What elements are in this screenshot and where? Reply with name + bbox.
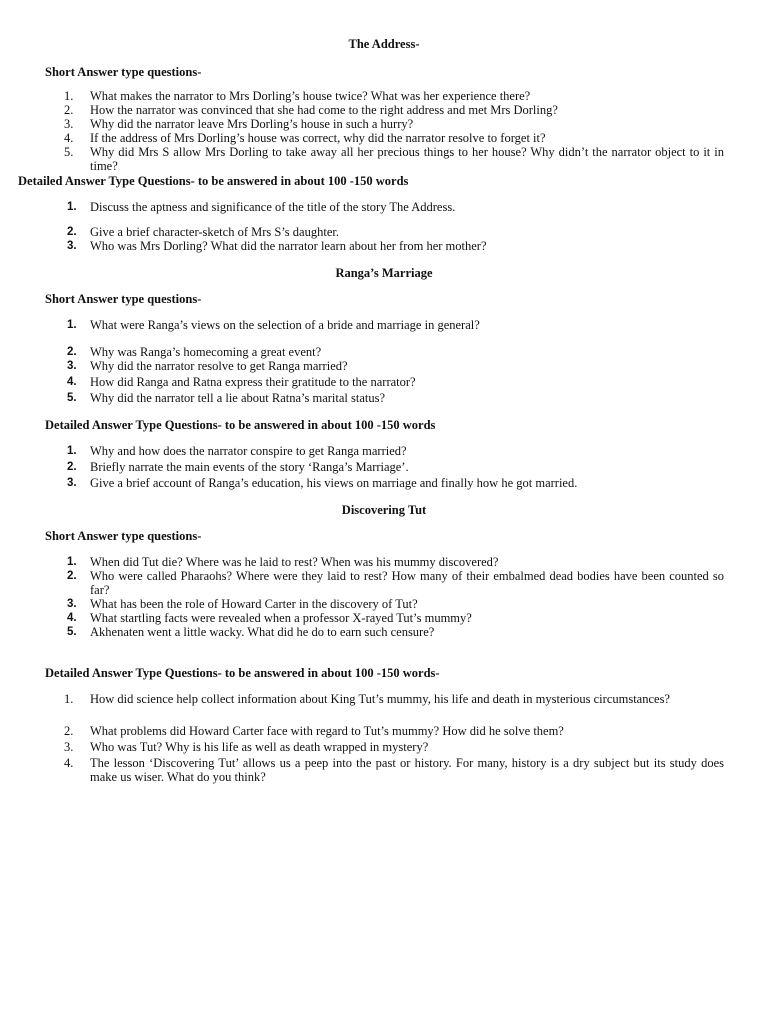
question-text: Who were called Pharaohs? Where were they laid to rest? How many of their embalmed dead bodies have been counted so far?: [90, 569, 724, 597]
question-number: 2.: [67, 226, 77, 238]
question-text: Briefly narrate the main events of the story ‘Ranga’s Marriage’.: [90, 460, 409, 474]
question-item: [64, 145, 724, 173]
section-title-rangas-marriage: Ranga’s Marriage: [335, 266, 433, 280]
question-number: 2.: [64, 724, 74, 738]
question-item: [64, 103, 724, 117]
question-number: 5.: [67, 626, 77, 638]
question-item: [64, 611, 724, 625]
question-item: [64, 569, 724, 597]
question-text: Who was Tut? Why is his life as well as death wrapped in mystery?: [90, 740, 429, 754]
question-item: [64, 460, 724, 474]
question-number: 1.: [67, 445, 77, 457]
question-number: 3.: [67, 360, 77, 372]
question-number: 4.: [64, 131, 74, 145]
question-item: [64, 239, 724, 253]
question-item: [64, 200, 724, 214]
question-text: Why and how does the narrator conspire to get Ranga married?: [90, 444, 407, 458]
question-number: 2.: [67, 346, 77, 358]
question-text: Why did Mrs S allow Mrs Dorling to take away all her precious things to her house? Why didn’t the narrator object to it in time?: [90, 145, 724, 173]
question-number: 1.: [67, 319, 77, 331]
question-number: 3.: [64, 740, 74, 754]
question-item: [64, 597, 724, 611]
question-text: How did Ranga and Ratna express their gratitude to the narrator?: [90, 375, 416, 389]
question-text: What problems did Howard Carter face with regard to Tut’s mummy? How did he solve them?: [90, 724, 564, 738]
question-item: [64, 345, 724, 359]
question-text: Akhenaten went a little wacky. What did he do to earn such censure?: [90, 625, 435, 639]
question-text: Why did the narrator tell a lie about Ratna’s marital status?: [90, 391, 386, 405]
question-text: What makes the narrator to Mrs Dorling’s house twice? What was her experience there?: [90, 89, 531, 103]
question-text: Give a brief account of Ranga’s education, his views on marriage and finally how he got married.: [90, 476, 578, 490]
question-number: 2.: [64, 103, 74, 117]
question-number: 5.: [67, 392, 77, 404]
question-item: [64, 391, 724, 405]
question-item: [64, 117, 724, 131]
question-number: 3.: [67, 240, 77, 252]
question-text: How the narrator was convinced that she had come to the right address and met Mrs Dorling?: [90, 103, 558, 117]
question-text: Give a brief character-sketch of Mrs S’s daughter.: [90, 225, 339, 239]
question-text: What startling facts were revealed when a professor X-rayed Tut’s mummy?: [90, 611, 472, 625]
detailed-answer-heading: Detailed Answer Type Questions- to be answered in about 100 -150 words-: [45, 666, 440, 680]
question-text: If the address of Mrs Dorling’s house was correct, why did the narrator resolve to forget it?: [90, 131, 546, 145]
question-text: What were Ranga’s views on the selection of a bride and marriage in general?: [90, 318, 480, 332]
question-item: [64, 89, 724, 103]
question-text: Why did the narrator leave Mrs Dorling’s house in such a hurry?: [90, 117, 414, 131]
question-number: 5.: [64, 145, 74, 159]
question-text: The lesson ‘Discovering Tut’ allows us a peep into the past or history. For many, history is a dry subject but its study does make us wiser. What do you think?: [90, 756, 724, 784]
question-number: 4.: [67, 376, 77, 388]
question-item: [64, 318, 724, 332]
question-number: 4.: [64, 756, 74, 770]
question-number: 1.: [67, 556, 77, 568]
question-item: [64, 359, 724, 373]
question-number: 2.: [67, 570, 77, 582]
short-answer-heading: Short Answer type questions-: [45, 65, 202, 79]
section-title-the-address: The Address-: [348, 37, 420, 51]
question-text: Why was Ranga’s homecoming a great event?: [90, 345, 322, 359]
question-text: Why did the narrator resolve to get Ranga married?: [90, 359, 348, 373]
question-item: [64, 444, 724, 458]
short-answer-heading: Short Answer type questions-: [45, 529, 202, 543]
question-number: 1.: [67, 201, 77, 213]
question-number: 3.: [64, 117, 74, 131]
question-item: [64, 756, 724, 784]
question-item: [64, 692, 724, 706]
question-item: [64, 625, 724, 639]
question-item: [64, 724, 724, 738]
question-item: [64, 131, 724, 145]
detailed-answer-heading: Detailed Answer Type Questions- to be answered in about 100 -150 words: [18, 174, 409, 188]
question-text: Discuss the aptness and significance of the title of the story The Address.: [90, 200, 456, 214]
question-text: When did Tut die? Where was he laid to rest? When was his mummy discovered?: [90, 555, 499, 569]
question-number: 2.: [67, 461, 77, 473]
question-text: How did science help collect information about King Tut’s mummy, his life and death in mysterious circumstances?: [90, 692, 670, 706]
question-item: [64, 375, 724, 389]
question-item: [64, 555, 724, 569]
question-number: 1.: [64, 692, 74, 706]
question-item: [64, 740, 724, 754]
detailed-answer-heading: Detailed Answer Type Questions- to be answered in about 100 -150 words: [45, 418, 436, 432]
question-item: [64, 225, 724, 239]
question-number: 4.: [67, 612, 77, 624]
question-item: [64, 476, 724, 490]
question-text: Who was Mrs Dorling? What did the narrator learn about her from her mother?: [90, 239, 487, 253]
question-number: 3.: [67, 477, 77, 489]
question-text: What has been the role of Howard Carter in the discovery of Tut?: [90, 597, 418, 611]
question-number: 1.: [64, 89, 74, 103]
question-number: 3.: [67, 598, 77, 610]
short-answer-heading: Short Answer type questions-: [45, 292, 202, 306]
section-title-discovering-tut: Discovering Tut: [341, 503, 427, 517]
